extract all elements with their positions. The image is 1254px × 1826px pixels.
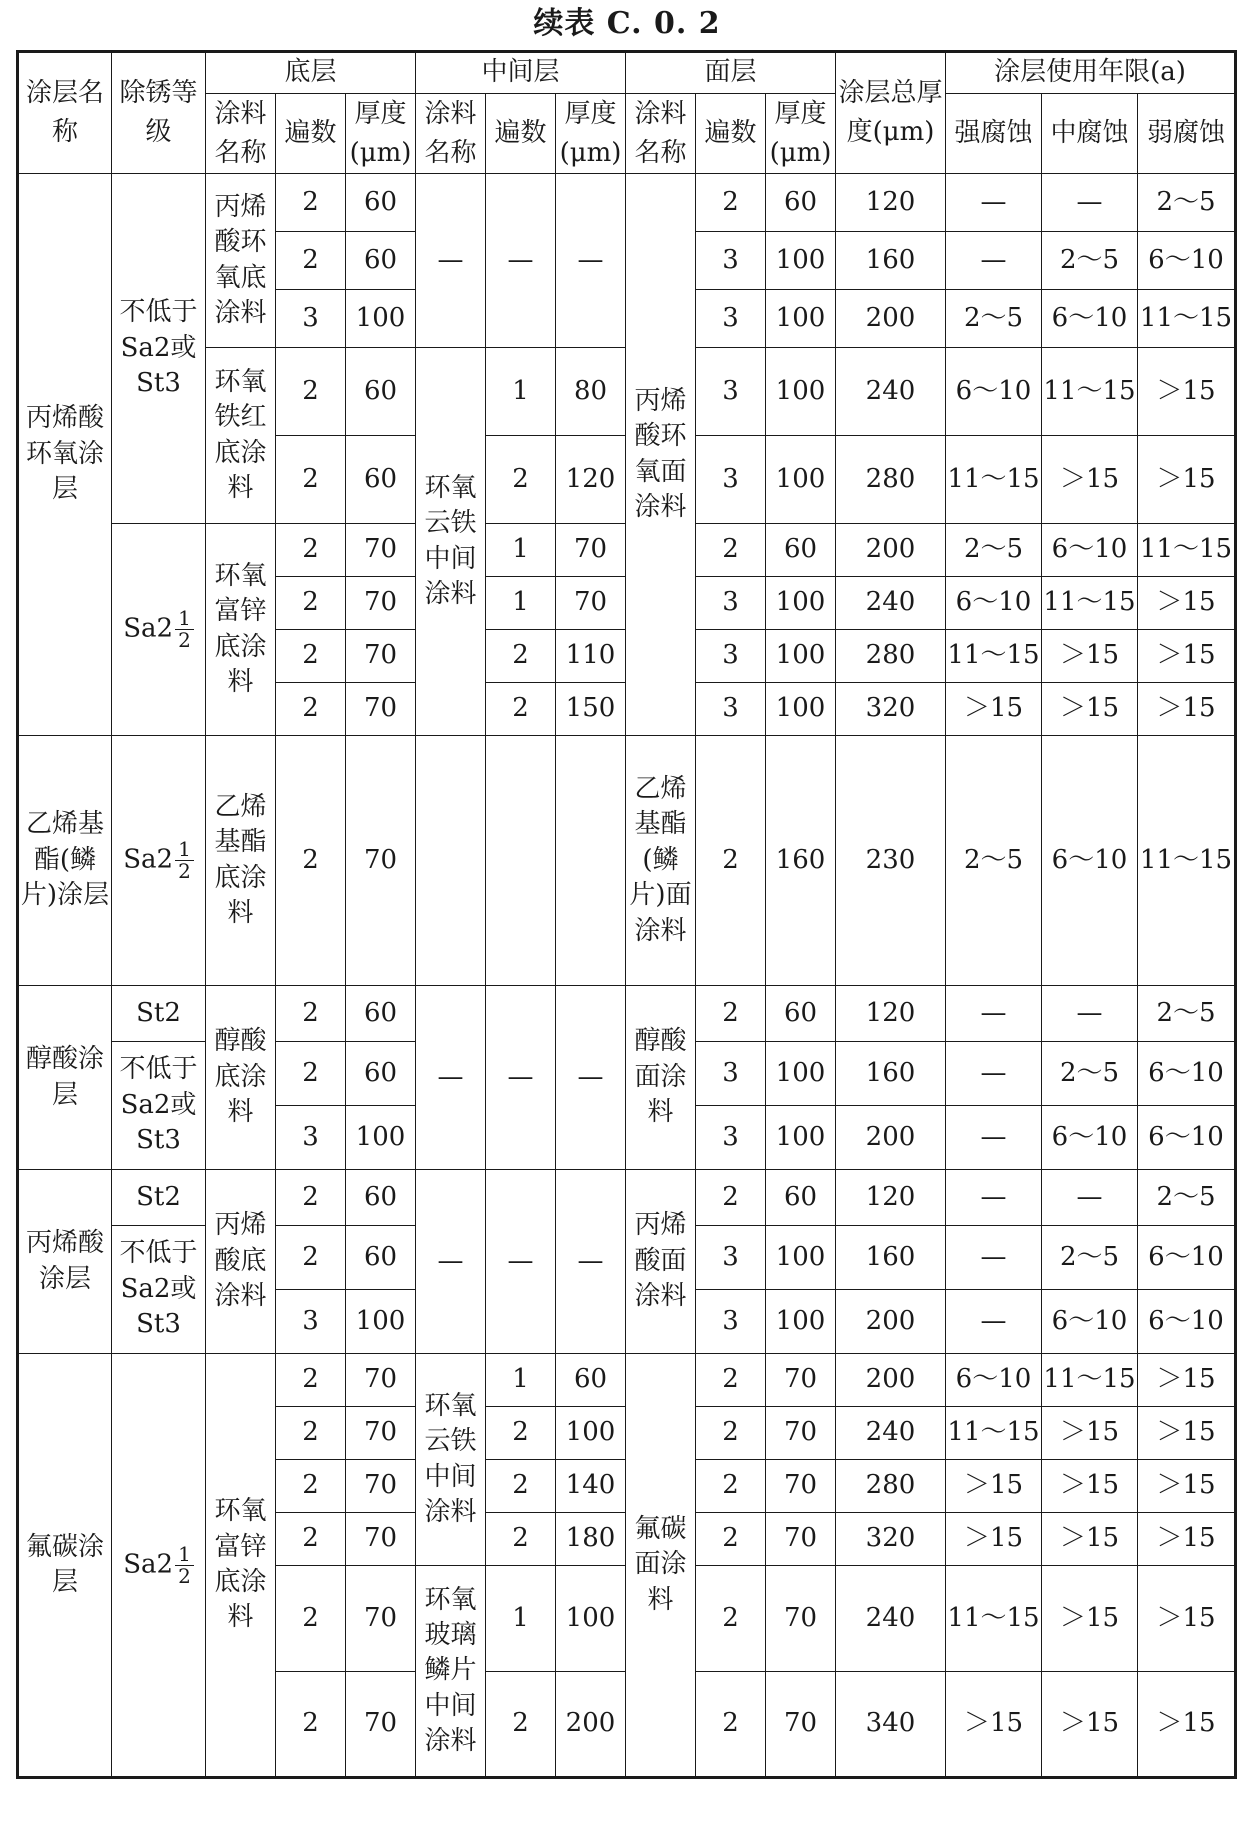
strong-life-cell: — xyxy=(946,1106,1042,1170)
table-wrapper xyxy=(16,50,1237,1779)
base-thickness-cell: 60 xyxy=(346,436,416,524)
coating-table xyxy=(16,50,1237,1779)
fraction-half xyxy=(175,839,194,882)
top-thickness-cell: 70 xyxy=(766,1460,836,1513)
rust-grade-cell xyxy=(112,1354,206,1778)
medium-life-cell: 11～15 xyxy=(1042,1354,1138,1407)
base-passes-cell: 2 xyxy=(276,736,346,986)
coating-name-cell: 醇酸涂层 xyxy=(18,986,112,1170)
base-passes-cell: 2 xyxy=(276,524,346,577)
medium-life-cell: 2～5 xyxy=(1042,1226,1138,1290)
base-passes-cell: 2 xyxy=(276,1226,346,1290)
strong-life-cell: — xyxy=(946,986,1042,1042)
total-thickness-cell: 160 xyxy=(836,232,946,290)
base-material-cell: 丙烯酸底涂料 xyxy=(206,1170,276,1354)
top-passes-cell: 3 xyxy=(696,290,766,348)
header-strong-corrosion: 强腐蚀 xyxy=(946,94,1042,174)
mid-passes-cell: 2 xyxy=(486,683,556,736)
top-thickness-cell: 100 xyxy=(766,348,836,436)
mid-thickness-cell: 100 xyxy=(556,1407,626,1460)
total-thickness-cell: 200 xyxy=(836,1106,946,1170)
strong-life-cell: ＞15 xyxy=(946,1460,1042,1513)
mid-passes-cell: 2 xyxy=(486,436,556,524)
base-thickness-cell: 70 xyxy=(346,630,416,683)
base-thickness-cell: 60 xyxy=(346,1226,416,1290)
header-rust-grade: 除锈等级 xyxy=(112,52,206,174)
top-passes-cell: 3 xyxy=(696,348,766,436)
header-top-passes: 遍数 xyxy=(696,94,766,174)
top-passes-cell: 3 xyxy=(696,577,766,630)
mid-thickness-cell: — xyxy=(556,174,626,348)
mid-material-cell: — xyxy=(416,986,486,1170)
strong-life-cell: 2～5 xyxy=(946,290,1042,348)
header-weak-corrosion: 弱腐蚀 xyxy=(1138,94,1236,174)
top-passes-cell: 3 xyxy=(696,232,766,290)
medium-life-cell: 6～10 xyxy=(1042,736,1138,986)
table-row xyxy=(18,1354,1236,1407)
mid-thickness-cell: 120 xyxy=(556,436,626,524)
top-passes-cell: 2 xyxy=(696,986,766,1042)
fraction-numerator: 1 xyxy=(175,608,194,630)
table-row xyxy=(18,736,1236,986)
top-thickness-cell: 70 xyxy=(766,1513,836,1566)
total-thickness-cell: 200 xyxy=(836,1290,946,1354)
mid-thickness-cell: 200 xyxy=(556,1672,626,1778)
weak-life-cell: ＞15 xyxy=(1138,1672,1236,1778)
header-top-layer: 面层 xyxy=(626,52,836,94)
weak-life-cell: ＞15 xyxy=(1138,1566,1236,1672)
medium-life-cell: 11～15 xyxy=(1042,577,1138,630)
mid-thickness-cell: 80 xyxy=(556,348,626,436)
base-passes-cell: 3 xyxy=(276,290,346,348)
total-thickness-cell: 200 xyxy=(836,524,946,577)
base-passes-cell: 2 xyxy=(276,348,346,436)
top-thickness-cell: 60 xyxy=(766,174,836,232)
base-material-cell: 醇酸底涂料 xyxy=(206,986,276,1170)
rust-grade-cell xyxy=(112,524,206,736)
weak-life-cell: 6～10 xyxy=(1138,1226,1236,1290)
mid-material-cell: — xyxy=(416,174,486,348)
top-passes-cell: 2 xyxy=(696,1513,766,1566)
base-thickness-cell: 60 xyxy=(346,1170,416,1226)
medium-life-cell: ＞15 xyxy=(1042,1672,1138,1778)
medium-life-cell: 6～10 xyxy=(1042,1106,1138,1170)
strong-life-cell: — xyxy=(946,174,1042,232)
fraction-numerator: 1 xyxy=(175,1544,194,1566)
weak-life-cell: 11～15 xyxy=(1138,524,1236,577)
medium-life-cell: — xyxy=(1042,174,1138,232)
medium-life-cell: ＞15 xyxy=(1042,683,1138,736)
base-thickness-cell: 70 xyxy=(346,1566,416,1672)
top-thickness-cell: 100 xyxy=(766,1106,836,1170)
base-thickness-cell: 100 xyxy=(346,1290,416,1354)
weak-life-cell: ＞15 xyxy=(1138,436,1236,524)
weak-life-cell: ＞15 xyxy=(1138,1513,1236,1566)
top-passes-cell: 2 xyxy=(696,174,766,232)
weak-life-cell: 6～10 xyxy=(1138,1042,1236,1106)
strong-life-cell: ＞15 xyxy=(946,1513,1042,1566)
top-thickness-cell: 100 xyxy=(766,577,836,630)
table-title: 续表 C. 0. 2 xyxy=(533,6,721,41)
medium-life-cell: ＞15 xyxy=(1042,1566,1138,1672)
medium-life-cell: 2～5 xyxy=(1042,232,1138,290)
weak-life-cell: 2～5 xyxy=(1138,1170,1236,1226)
top-material-cell: 氟碳面涂料 xyxy=(626,1354,696,1778)
weak-life-cell: ＞15 xyxy=(1138,1460,1236,1513)
weak-life-cell: ＞15 xyxy=(1138,1407,1236,1460)
top-thickness-cell: 100 xyxy=(766,1226,836,1290)
weak-life-cell: ＞15 xyxy=(1138,348,1236,436)
top-passes-cell: 2 xyxy=(696,1354,766,1407)
strong-life-cell: — xyxy=(946,232,1042,290)
total-thickness-cell: 240 xyxy=(836,348,946,436)
mid-passes-cell: 2 xyxy=(486,1407,556,1460)
weak-life-cell: 2～5 xyxy=(1138,986,1236,1042)
base-passes-cell: 2 xyxy=(276,1460,346,1513)
base-thickness-cell: 70 xyxy=(346,1513,416,1566)
top-thickness-cell: 60 xyxy=(766,1170,836,1226)
top-passes-cell: 3 xyxy=(696,1226,766,1290)
base-thickness-cell: 60 xyxy=(346,232,416,290)
fraction-numerator: 1 xyxy=(175,839,194,861)
base-thickness-cell: 60 xyxy=(346,986,416,1042)
base-thickness-cell: 70 xyxy=(346,1407,416,1460)
base-passes-cell: 2 xyxy=(276,1170,346,1226)
top-thickness-cell: 70 xyxy=(766,1354,836,1407)
top-thickness-cell: 100 xyxy=(766,1042,836,1106)
base-passes-cell: 2 xyxy=(276,683,346,736)
header-mid-passes: 遍数 xyxy=(486,94,556,174)
strong-life-cell: 2～5 xyxy=(946,736,1042,986)
base-thickness-cell: 70 xyxy=(346,524,416,577)
fraction-half xyxy=(175,608,194,651)
mid-thickness-cell: 70 xyxy=(556,524,626,577)
top-passes-cell: 3 xyxy=(696,436,766,524)
header-top-material: 涂料名称 xyxy=(626,94,696,174)
top-passes-cell: 2 xyxy=(696,1170,766,1226)
header-base-thickness: 厚度(μm) xyxy=(346,94,416,174)
grade-main: Sa2 xyxy=(123,1549,174,1579)
mid-passes-cell: 2 xyxy=(486,1460,556,1513)
base-thickness-cell: 100 xyxy=(346,1106,416,1170)
header-top-thickness: 厚度(μm) xyxy=(766,94,836,174)
mid-passes-cell: 1 xyxy=(486,1566,556,1672)
medium-life-cell: ＞15 xyxy=(1042,1513,1138,1566)
base-thickness-cell: 100 xyxy=(346,290,416,348)
top-passes-cell: 3 xyxy=(696,1106,766,1170)
mid-material-cell: 环氧云铁中间涂料 xyxy=(416,1354,486,1566)
base-material-cell: 环氧铁红底涂料 xyxy=(206,348,276,524)
header-medium-corrosion: 中腐蚀 xyxy=(1042,94,1138,174)
total-thickness-cell: 280 xyxy=(836,1460,946,1513)
rust-grade-cell: St2 xyxy=(112,986,206,1042)
mid-material-cell: 环氧玻璃鳞片中间涂料 xyxy=(416,1566,486,1778)
header-row-1 xyxy=(18,52,1236,94)
top-passes-cell: 2 xyxy=(696,1407,766,1460)
base-passes-cell: 2 xyxy=(276,1672,346,1778)
base-thickness-cell: 70 xyxy=(346,1460,416,1513)
header-mid-thickness: 厚度(μm) xyxy=(556,94,626,174)
table-row xyxy=(18,1170,1236,1226)
strong-life-cell: 6～10 xyxy=(946,348,1042,436)
mid-thickness-cell: 180 xyxy=(556,1513,626,1566)
base-passes-cell: 2 xyxy=(276,1354,346,1407)
weak-life-cell: 11～15 xyxy=(1138,290,1236,348)
base-passes-cell: 2 xyxy=(276,1407,346,1460)
header-mid-layer: 中间层 xyxy=(416,52,626,94)
base-material-cell: 丙烯酸环氧底涂料 xyxy=(206,174,276,348)
base-passes-cell: 2 xyxy=(276,232,346,290)
fraction-half xyxy=(175,1541,194,1588)
top-passes-cell: 2 xyxy=(696,1672,766,1778)
mid-thickness-cell: 110 xyxy=(556,630,626,683)
top-passes-cell: 2 xyxy=(696,1460,766,1513)
mid-passes-cell: — xyxy=(486,1170,556,1354)
mid-thickness-cell: 150 xyxy=(556,683,626,736)
medium-life-cell: 6～10 xyxy=(1042,290,1138,348)
total-thickness-cell: 320 xyxy=(836,1513,946,1566)
medium-life-cell: 2～5 xyxy=(1042,1042,1138,1106)
medium-life-cell: 6～10 xyxy=(1042,1290,1138,1354)
header-coating-name: 涂层名称 xyxy=(18,52,112,174)
top-thickness-cell: 60 xyxy=(766,524,836,577)
mid-thickness-cell: — xyxy=(556,1170,626,1354)
top-passes-cell: 3 xyxy=(696,683,766,736)
top-passes-cell: 3 xyxy=(696,1042,766,1106)
mid-thickness-cell xyxy=(556,736,626,986)
base-passes-cell: 2 xyxy=(276,174,346,232)
mid-passes-cell: 2 xyxy=(486,1513,556,1566)
grade-main: Sa2 xyxy=(123,613,174,644)
coating-name-cell: 丙烯酸环氧涂层 xyxy=(18,174,112,736)
fraction-denominator: 2 xyxy=(178,859,191,883)
medium-life-cell: ＞15 xyxy=(1042,1460,1138,1513)
mid-material-cell xyxy=(416,736,486,986)
base-thickness-cell: 60 xyxy=(346,1042,416,1106)
mid-material-cell: — xyxy=(416,1170,486,1354)
top-thickness-cell: 70 xyxy=(766,1672,836,1778)
top-material-cell: 乙烯基酯(鳞片)面涂料 xyxy=(626,736,696,986)
strong-life-cell: 2～5 xyxy=(946,524,1042,577)
strong-life-cell: 11～15 xyxy=(946,630,1042,683)
table-row xyxy=(18,986,1236,1042)
base-thickness-cell: 70 xyxy=(346,577,416,630)
medium-life-cell: 11～15 xyxy=(1042,348,1138,436)
top-thickness-cell: 100 xyxy=(766,232,836,290)
header-total-thickness: 涂层总厚度(μm) xyxy=(836,52,946,174)
strong-life-cell: ＞15 xyxy=(946,1672,1042,1778)
top-passes-cell: 2 xyxy=(696,524,766,577)
coating-name-cell: 氟碳涂层 xyxy=(18,1354,112,1778)
fraction-denominator: 2 xyxy=(178,628,191,652)
top-thickness-cell: 100 xyxy=(766,1290,836,1354)
total-thickness-cell: 340 xyxy=(836,1672,946,1778)
top-thickness-cell: 100 xyxy=(766,630,836,683)
strong-life-cell: 11～15 xyxy=(946,436,1042,524)
base-thickness-cell: 70 xyxy=(346,736,416,986)
top-material-cell: 丙烯酸环氧面涂料 xyxy=(626,174,696,736)
mid-passes-cell: 1 xyxy=(486,1354,556,1407)
coating-name-cell: 乙烯基酯(鳞片)涂层 xyxy=(18,736,112,986)
base-thickness-cell: 60 xyxy=(346,174,416,232)
rust-grade-cell: 不低于Sa2或St3 xyxy=(112,1042,206,1170)
total-thickness-cell: 200 xyxy=(836,290,946,348)
header-mid-material: 涂料名称 xyxy=(416,94,486,174)
medium-life-cell: ＞15 xyxy=(1042,436,1138,524)
total-thickness-cell: 230 xyxy=(836,736,946,986)
top-thickness-cell: 100 xyxy=(766,683,836,736)
header-base-material: 涂料名称 xyxy=(206,94,276,174)
total-thickness-cell: 120 xyxy=(836,986,946,1042)
top-passes-cell: 3 xyxy=(696,1290,766,1354)
mid-passes-cell: 2 xyxy=(486,630,556,683)
medium-life-cell: — xyxy=(1042,986,1138,1042)
base-passes-cell: 3 xyxy=(276,1106,346,1170)
rust-grade-cell: 不低于Sa2或St3 xyxy=(112,1226,206,1354)
mid-material-cell: 环氧云铁中间涂料 xyxy=(416,348,486,736)
weak-life-cell: 2～5 xyxy=(1138,174,1236,232)
total-thickness-cell: 280 xyxy=(836,630,946,683)
strong-life-cell: 6～10 xyxy=(946,1354,1042,1407)
base-passes-cell: 2 xyxy=(276,1566,346,1672)
fraction-denominator: 2 xyxy=(178,1563,191,1588)
base-thickness-cell: 70 xyxy=(346,1672,416,1778)
strong-life-cell: 6～10 xyxy=(946,577,1042,630)
mid-passes-cell: — xyxy=(486,986,556,1170)
strong-life-cell: — xyxy=(946,1226,1042,1290)
top-material-cell: 丙烯酸面涂料 xyxy=(626,1170,696,1354)
top-thickness-cell: 160 xyxy=(766,736,836,986)
top-thickness-cell: 100 xyxy=(766,436,836,524)
mid-passes-cell: 2 xyxy=(486,1672,556,1778)
weak-life-cell: 11～15 xyxy=(1138,736,1236,986)
total-thickness-cell: 120 xyxy=(836,1170,946,1226)
base-passes-cell: 2 xyxy=(276,1042,346,1106)
table-row xyxy=(18,174,1236,232)
mid-passes-cell: 1 xyxy=(486,524,556,577)
medium-life-cell: — xyxy=(1042,1170,1138,1226)
weak-life-cell: ＞15 xyxy=(1138,577,1236,630)
top-passes-cell: 2 xyxy=(696,736,766,986)
total-thickness-cell: 200 xyxy=(836,1354,946,1407)
weak-life-cell: 6～10 xyxy=(1138,1106,1236,1170)
base-passes-cell: 2 xyxy=(276,1513,346,1566)
header-base-layer: 底层 xyxy=(206,52,416,94)
total-thickness-cell: 160 xyxy=(836,1042,946,1106)
total-thickness-cell: 120 xyxy=(836,174,946,232)
base-material-cell: 环氧富锌底涂料 xyxy=(206,524,276,736)
strong-life-cell: — xyxy=(946,1290,1042,1354)
coating-name-cell: 丙烯酸涂层 xyxy=(18,1170,112,1354)
mid-thickness-cell: — xyxy=(556,986,626,1170)
strong-life-cell: ＞15 xyxy=(946,683,1042,736)
top-thickness-cell: 100 xyxy=(766,290,836,348)
weak-life-cell: ＞15 xyxy=(1138,683,1236,736)
top-passes-cell: 3 xyxy=(696,630,766,683)
mid-passes-cell: 1 xyxy=(486,348,556,436)
weak-life-cell: ＞15 xyxy=(1138,1354,1236,1407)
mid-thickness-cell: 100 xyxy=(556,1566,626,1672)
rust-grade-cell xyxy=(112,736,206,986)
strong-life-cell: 11～15 xyxy=(946,1407,1042,1460)
base-passes-cell: 2 xyxy=(276,630,346,683)
header-base-passes: 遍数 xyxy=(276,94,346,174)
mid-thickness-cell: 60 xyxy=(556,1354,626,1407)
strong-life-cell: — xyxy=(946,1042,1042,1106)
mid-passes-cell: — xyxy=(486,174,556,348)
base-passes-cell: 2 xyxy=(276,577,346,630)
weak-life-cell: ＞15 xyxy=(1138,630,1236,683)
base-thickness-cell: 70 xyxy=(346,683,416,736)
strong-life-cell: — xyxy=(946,1170,1042,1226)
total-thickness-cell: 240 xyxy=(836,1407,946,1460)
total-thickness-cell: 280 xyxy=(836,436,946,524)
weak-life-cell: 6～10 xyxy=(1138,1290,1236,1354)
rust-grade-cell: St2 xyxy=(112,1170,206,1226)
base-thickness-cell: 70 xyxy=(346,1354,416,1407)
strong-life-cell: 11～15 xyxy=(946,1566,1042,1672)
top-thickness-cell: 60 xyxy=(766,986,836,1042)
top-material-cell: 醇酸面涂料 xyxy=(626,986,696,1170)
base-passes-cell: 2 xyxy=(276,986,346,1042)
base-material-cell: 环氧富锌底涂料 xyxy=(206,1354,276,1778)
medium-life-cell: 6～10 xyxy=(1042,524,1138,577)
medium-life-cell: ＞15 xyxy=(1042,630,1138,683)
grade-main: Sa2 xyxy=(123,844,174,875)
mid-thickness-cell: 70 xyxy=(556,577,626,630)
header-service-life: 涂层使用年限(a) xyxy=(946,52,1236,94)
weak-life-cell: 6～10 xyxy=(1138,232,1236,290)
medium-life-cell: ＞15 xyxy=(1042,1407,1138,1460)
mid-passes-cell: 1 xyxy=(486,577,556,630)
base-thickness-cell: 60 xyxy=(346,348,416,436)
total-thickness-cell: 160 xyxy=(836,1226,946,1290)
mid-thickness-cell: 140 xyxy=(556,1460,626,1513)
base-passes-cell: 2 xyxy=(276,436,346,524)
rust-grade-cell: 不低于Sa2或St3 xyxy=(112,174,206,524)
total-thickness-cell: 320 xyxy=(836,683,946,736)
top-passes-cell: 2 xyxy=(696,1566,766,1672)
top-thickness-cell: 70 xyxy=(766,1407,836,1460)
top-thickness-cell: 70 xyxy=(766,1566,836,1672)
mid-passes-cell xyxy=(486,736,556,986)
base-passes-cell: 3 xyxy=(276,1290,346,1354)
total-thickness-cell: 240 xyxy=(836,577,946,630)
total-thickness-cell: 240 xyxy=(836,1566,946,1672)
base-material-cell: 乙烯基酯底涂料 xyxy=(206,736,276,986)
